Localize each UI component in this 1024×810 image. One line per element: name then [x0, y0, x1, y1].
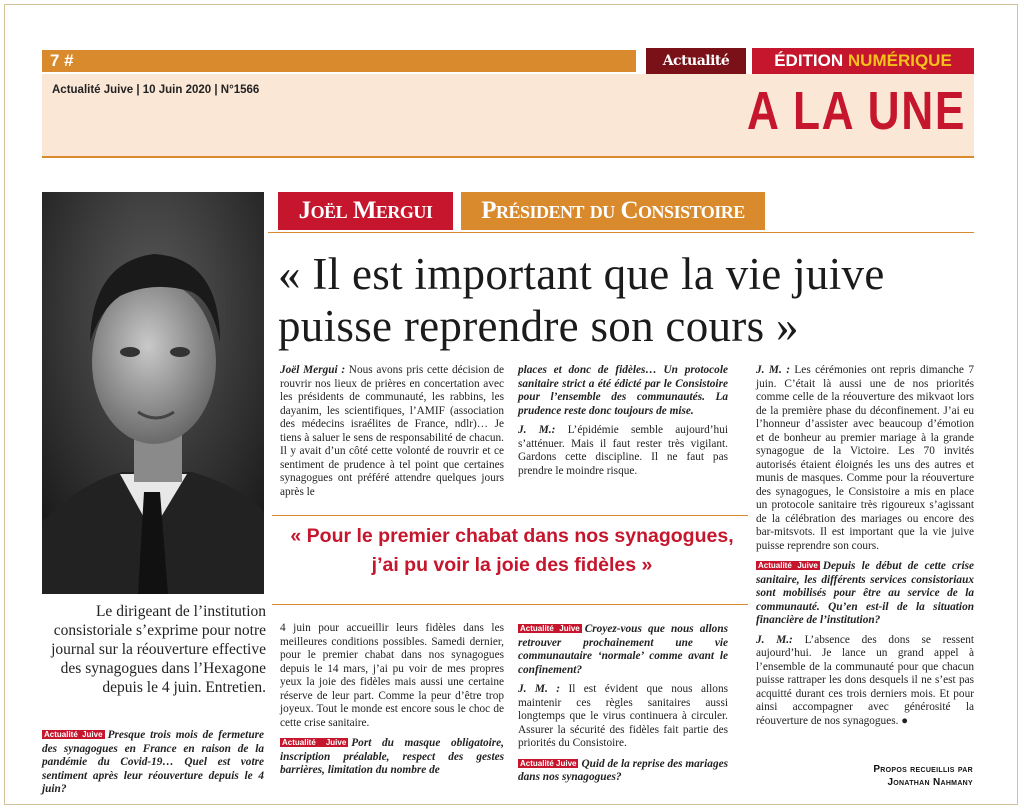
end-mark: ●	[901, 714, 909, 727]
section-title: A LA UNE	[747, 81, 966, 141]
edition-highlight: NUMÉRIQUE	[847, 51, 952, 70]
question-4-text: Quid de la reprise des mariages dans nos synagogues?	[518, 757, 729, 783]
publication-logo: Actualité	[646, 48, 746, 74]
answer-2-lead: J. M.:	[518, 424, 556, 436]
portrait-photo	[42, 192, 264, 594]
question-2-cont	[518, 364, 728, 484]
publication-tag: Actualité Juive	[758, 561, 818, 570]
pull-quote-rule-top	[272, 515, 748, 516]
photo-caption: Le dirigeant de l’institution consistoriale s’exprime pour notre journal sur la réouverture effective des synagogues dans l’Hexagone depuis le 4 juin. Entretien.	[51, 603, 266, 696]
pull-quote: « Pour le premier chabat dans nos synagogues, j’ai pu voir la joie des fidèles »	[290, 525, 734, 576]
question-2-text: Port du masque obligatoire, inscription préalable, respect des gestes barrières, limitation du nombre de	[280, 737, 505, 776]
edition-prefix: ÉDITION	[774, 51, 844, 70]
pull-quote-rule-bottom	[272, 604, 748, 605]
issue-info: Actualité Juive | 10 Juin 2020 | N°1566	[52, 84, 260, 96]
byline	[808, 763, 973, 789]
question-2-cont-text: places et donc de fidèles… Un protocole sanitaire strict a été édicté par le Consistoire pour l’ensemble des communautés. La prudence reste donc toujours de mise.	[518, 364, 728, 417]
answer-5-lead: J. M.:	[756, 633, 793, 646]
answer-1	[280, 364, 504, 505]
byline-prefix: Propos recueillis par	[873, 764, 973, 775]
answer-1-cont	[280, 622, 504, 784]
byline-author: Jonathan Nahmany	[887, 777, 973, 788]
question-1-text: Presque trois mois de fermeture des synagogues en France en raison de la pandémie du Covid-19… Quel est votre sentiment après leur réouverture depuis le 4 juin?	[42, 729, 265, 795]
publication-tag: Actualité Juive	[282, 738, 347, 747]
interviewee-name: Joël Mergui	[278, 192, 453, 230]
answer-1-body: Nous avons pris cette décision de rouvrir nos lieux de prières en concertation avec les présidents de communauté, les rabbins, les dayanim, les scientifiques, l’AMIF (association des médecins israélites de France, ndlr)… Je tiens à saluer le sens de responsabilité de chacun. Il y avait d’un côté cette volonté de rouvrir et ce sentiment de prudence à tel point que certaines synagogues ont préféré attendre quelques jours après le	[280, 364, 504, 498]
answer-2-body: L’épidémie semble aujourd’hui s’atténuer. Mais il faut rester très vigilant. Gardons cette discipline. Il ne faut pas prendre le moindre risque.	[518, 424, 728, 477]
edition-badge	[752, 48, 974, 74]
page-number-bar	[42, 50, 636, 72]
publication-tag: Actualité Juive	[520, 758, 577, 768]
headline	[278, 248, 978, 352]
banner-rule	[268, 232, 974, 233]
answer-4-body: Les cérémonies ont repris dimanche 7 juin. C’était là aussi une de nos priorités comme celle de la réouverture des mikvaot lors de la première phase du déconfinement. J’ai eu l’honneur d’assister avec beaucoup d’émotion et de bonheur au premier mariage à la grande synagogue de la Victoire. Les 70 invités autorisés étaient éloignés les uns des autres et munis de masques. Comme pour la réouverture des synagogues, le Consistoire a mis en place un protocole sanitaire très rigoureux s’agissant de la célébration des mariages ou encore des bar-mitsvots. Il est important que la vie juive puisse reprendre son cours.	[756, 364, 975, 552]
answer-4-block	[756, 364, 974, 734]
question-1	[42, 728, 264, 797]
answer-5-body: L’absence des dons se ressent aujourd’hui. Je lance un grand appel à l’ensemble de la communauté pour que chacun puisse rattraper les dons desquels il ne s’est pas acquitté durant ces trois derniers mois. Et pour ainsi accompagner avec générosité la réouverture de nos synagogues.	[756, 633, 974, 727]
publication-tag: Actualité Juive	[44, 730, 103, 739]
portrait-image	[42, 192, 264, 594]
question-5-text: Depuis le début de cette crise sanitaire, les différents services consistoriaux sont mobilisés pour être au service de la communauté. Qu’en est-il de la situation financière de l’institution?	[756, 560, 974, 626]
publication-tag: Actualité Juive	[520, 624, 580, 633]
headline-line-1: « Il est important que la vie juive	[278, 249, 885, 299]
question-3-text: Croyez-vous que nous allons retrouver prochainement une vie communautaire ‘normale’ comme avant le confinement?	[518, 623, 728, 676]
answer-3-body: Il est évident que nous allons maintenir ces règles sanitaires aussi longtemps que le virus continuera à circuler. Assurer la sécurité des fidèles fait partie des priorités du Consistoire.	[518, 683, 728, 749]
page-number: 7 #	[50, 51, 74, 70]
answer-1-cont-body: 4 juin pour accueillir leurs fidèles dans les meilleures conditions possibles. Samedi dernier, pour le premier chabat dans nos synagogues depuis le 14 mars, j’ai pu voir de mes propres yeux la joie des fidèles mais aussi une certaine réserve de leur part. Comme la peur d’être trop joyeux. Tout le monde est encore sous le choc de cette crise sanitaire.	[280, 622, 504, 729]
answer-1-lead: Joël Mergui :	[280, 364, 346, 376]
headline-line-2: puisse reprendre son cours »	[278, 301, 799, 351]
answer-4-lead: J. M. :	[756, 364, 790, 376]
question-3-block	[518, 622, 728, 791]
interviewee-role: Président du Consistoire	[461, 192, 765, 230]
answer-3-lead: J. M. :	[518, 683, 560, 695]
